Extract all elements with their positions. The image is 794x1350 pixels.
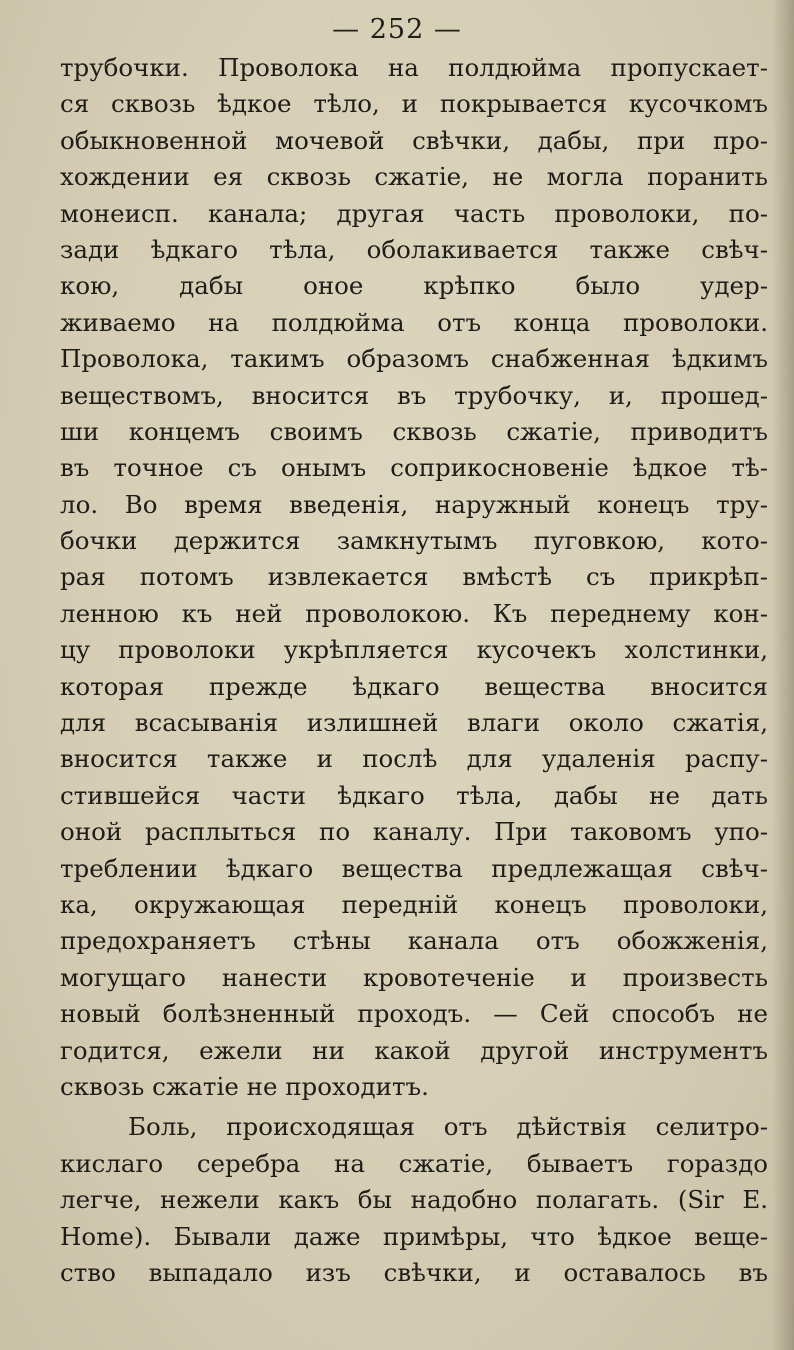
text-line: Home). Бывали даже примѣры, что ѣдкое веще- bbox=[60, 1221, 768, 1251]
page-edge-shadow bbox=[772, 0, 794, 1350]
text-line: обыкновенной мочевой свѣчки, дабы, при про- bbox=[60, 125, 768, 155]
text-line: легче, нежели какъ бы надобно полагать. (Sir E. bbox=[60, 1185, 768, 1215]
text-line: предохраняетъ стѣны канала отъ обожженія, bbox=[60, 926, 768, 956]
text-line: ло. Во время введенія, наружный конецъ тру- bbox=[60, 489, 768, 519]
paragraph-2 bbox=[60, 1109, 768, 1291]
text-line: живаемо на полдюйма отъ конца проволоки. bbox=[60, 307, 768, 337]
text-line: стившейся части ѣдкаго тѣла, дабы не дать bbox=[60, 780, 768, 810]
text-line: вносится также и послѣ для удаленія распу- bbox=[60, 744, 768, 774]
text-line: оной расплыться по каналу. При таковомъ упо- bbox=[60, 817, 768, 847]
text-line: кислаго серебра на сжатіе, бываетъ гораздо bbox=[60, 1148, 768, 1178]
text-line: бочки держится замкнутымъ пуговкою, кото- bbox=[60, 526, 768, 556]
text-line: которая прежде ѣдкаго вещества вносится bbox=[60, 671, 768, 701]
text-line: годится, ежели ни какой другой инструментъ bbox=[60, 1035, 768, 1065]
text-line: Проволока, такимъ образомъ снабженная ѣдкимъ bbox=[60, 344, 768, 374]
text-line: ленною къ ней проволокою. Къ переднему кон- bbox=[60, 598, 768, 628]
text-line: могущаго нанести кровотеченіе и произвесть bbox=[60, 962, 768, 992]
text-line: ши концемъ своимъ сквозь сжатіе, приводитъ bbox=[60, 416, 768, 446]
text-line: ка, окружающая передній конецъ проволоки, bbox=[60, 889, 768, 919]
paragraph-1 bbox=[60, 50, 768, 1105]
text-line: для всасыванія излишней влаги около сжатія, bbox=[60, 708, 768, 738]
text-line: новый болѣзненный проходъ. — Сей способъ не bbox=[60, 999, 768, 1029]
text-line: ся сквозь ѣдкое тѣло, и покрывается кусочкомъ bbox=[60, 89, 768, 119]
text-line: Боль, происходящая отъ дѣйствія селитро- bbox=[128, 1112, 768, 1142]
text-line: веществомъ, вносится въ трубочку, и, прошед- bbox=[60, 380, 768, 410]
text-line: треблении ѣдкаго вещества предлежащая свѣч- bbox=[60, 853, 768, 883]
text-line: зади ѣдкаго тѣла, оболакивается также свѣч- bbox=[60, 234, 768, 264]
text-line: трубочки. Проволока на полдюйма пропускает- bbox=[60, 53, 768, 82]
text-line: цу проволоки укрѣпляется кусочекъ холстинки, bbox=[60, 635, 768, 665]
text-line: сквозь сжатіе не проходитъ. bbox=[60, 1071, 429, 1101]
body-text bbox=[60, 50, 768, 1291]
text-line: въ точное съ онымъ соприкосновеніе ѣдкое тѣ- bbox=[60, 453, 768, 483]
text-line: хождении ея сквозь сжатіе, не могла поранить bbox=[60, 162, 768, 192]
text-line: монеисп. канала; другая часть проволоки, по- bbox=[60, 198, 768, 228]
text-line: ство выпадало изъ свѣчки, и оставалось въ bbox=[60, 1257, 768, 1287]
text-line: рая потомъ извлекается вмѣстѣ съ прикрѣп- bbox=[60, 562, 768, 592]
text-line: кою, дабы оное крѣпко было удер- bbox=[60, 271, 768, 301]
page-number: — 252 — bbox=[332, 14, 462, 45]
